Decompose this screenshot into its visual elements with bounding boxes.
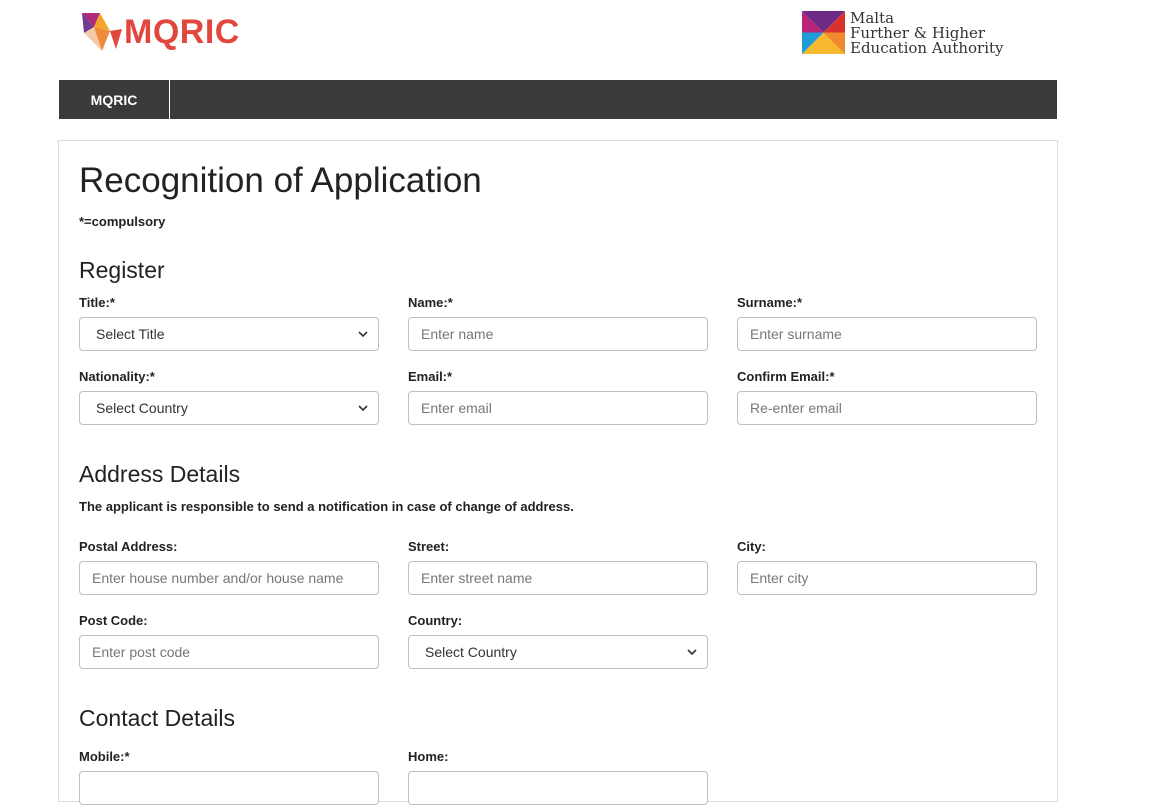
confirm-email-label: Confirm Email:* — [737, 369, 835, 384]
email-input[interactable] — [408, 391, 708, 425]
title-field — [79, 295, 379, 351]
mfhea-logo-text: Malta Further & Higher Education Authority — [850, 9, 1004, 57]
post-code-label: Post Code: — [79, 613, 148, 628]
title-label: Title:* — [79, 295, 115, 310]
post-code-field — [79, 613, 379, 669]
surname-input[interactable] — [737, 317, 1037, 351]
country-select-value: Select Country — [425, 644, 517, 660]
name-input[interactable] — [408, 317, 708, 351]
postal-address-field — [79, 539, 379, 595]
chevron-down-icon — [358, 403, 368, 413]
mqric-logo-text: MQRIC — [124, 13, 240, 51]
confirm-email-field — [737, 369, 1037, 425]
page-title: Recognition of Application — [79, 161, 482, 200]
mobile-input[interactable] — [79, 771, 379, 805]
street-label: Street: — [408, 539, 450, 554]
email-label: Email:* — [408, 369, 453, 384]
home-phone-input[interactable] — [408, 771, 708, 805]
mobile-label: Mobile:* — [79, 749, 130, 764]
title-select[interactable] — [79, 317, 379, 351]
nationality-label: Nationality:* — [79, 369, 155, 384]
page-header — [0, 0, 1171, 80]
nationality-select[interactable] — [79, 391, 379, 425]
country-field — [408, 613, 708, 669]
nationality-field — [79, 369, 379, 425]
compulsory-note: *=compulsory — [79, 214, 166, 229]
confirm-email-input[interactable] — [737, 391, 1037, 425]
home-phone-field — [408, 749, 708, 805]
mqric-logo-mark-icon — [80, 11, 122, 53]
chevron-down-icon — [358, 329, 368, 339]
chevron-down-icon — [687, 647, 697, 657]
address-note: The applicant is responsible to send a notification in case of change of address. — [79, 499, 574, 514]
city-input[interactable] — [737, 561, 1037, 595]
main-nav — [59, 80, 1057, 119]
title-select-value: Select Title — [96, 326, 165, 342]
postal-address-input[interactable] — [79, 561, 379, 595]
mqric-logo[interactable] — [80, 10, 240, 54]
name-field — [408, 295, 708, 351]
country-select[interactable] — [408, 635, 708, 669]
home-phone-label: Home: — [408, 749, 449, 764]
street-input[interactable] — [408, 561, 708, 595]
name-label: Name:* — [408, 295, 453, 310]
surname-label: Surname:* — [737, 295, 803, 310]
mfhea-logo-mark-icon — [802, 11, 845, 54]
register-heading: Register — [79, 257, 165, 283]
contact-heading: Contact Details — [79, 705, 235, 731]
street-field — [408, 539, 708, 595]
email-field — [408, 369, 708, 425]
city-field — [737, 539, 1037, 595]
post-code-input[interactable] — [79, 635, 379, 669]
address-heading: Address Details — [79, 461, 241, 487]
city-label: City: — [737, 539, 766, 554]
mfhea-logo[interactable] — [802, 11, 1004, 56]
nationality-select-value: Select Country — [96, 400, 188, 416]
country-label: Country: — [408, 613, 463, 628]
application-form-panel — [58, 140, 1058, 802]
mobile-field — [79, 749, 379, 805]
postal-address-label: Postal Address: — [79, 539, 178, 554]
surname-field — [737, 295, 1037, 351]
nav-item-mqric[interactable]: MQRIC — [59, 80, 170, 119]
